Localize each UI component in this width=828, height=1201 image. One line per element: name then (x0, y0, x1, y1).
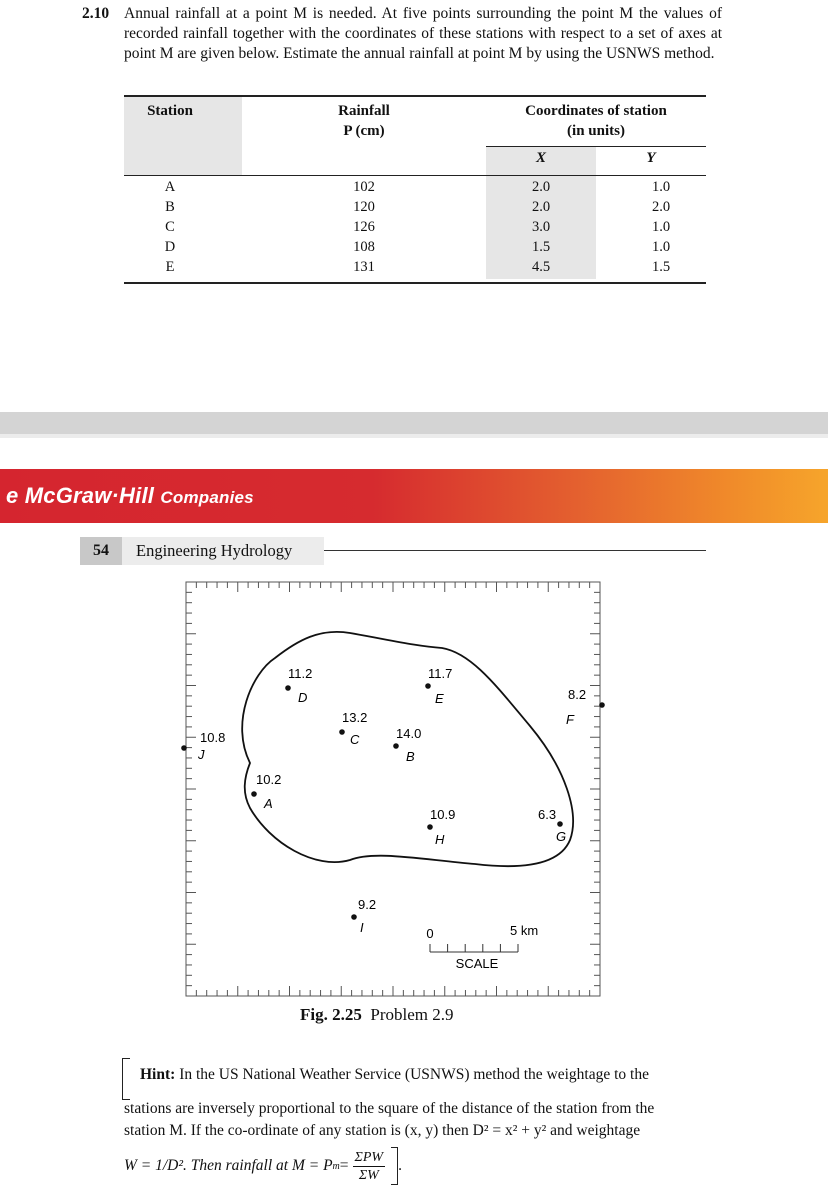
station-label: I (360, 920, 364, 935)
table-cell: 108 (353, 239, 375, 255)
figure-number: Fig. 2.25 (300, 1005, 362, 1024)
table-cell: 2.0 (651, 199, 671, 215)
hint-line-2: stations are inversely proportional to the square of the distance of the station from the (124, 1100, 655, 1117)
station-value: 14.0 (396, 726, 422, 741)
formula-fraction (353, 1149, 386, 1184)
station-value: 9.2 (358, 897, 377, 912)
table-cell: 126 (353, 219, 375, 235)
table-cell: 4.5 (531, 259, 551, 275)
publisher-subtitle: Companies (160, 488, 254, 507)
header-rainfall: Rainfall (338, 103, 390, 119)
station-dot (251, 791, 257, 797)
hint-block (124, 1060, 706, 1142)
header-coordinates-unit: (in units) (567, 123, 625, 139)
table-cell: D (164, 239, 176, 255)
figure-caption (300, 1005, 453, 1025)
table-cell: B (165, 199, 175, 215)
header-y: Y (646, 150, 656, 166)
station-dot (427, 824, 433, 830)
station-value: 13.2 (342, 710, 368, 725)
y-column (596, 177, 726, 277)
table-cell: 1.0 (651, 239, 671, 255)
station-value: 10.9 (430, 807, 456, 822)
formula-equals: = (339, 1157, 349, 1174)
formula-denominator: ΣW (358, 1167, 379, 1183)
table-cell: 1.0 (651, 219, 671, 235)
problem-statement (82, 4, 722, 64)
station-label: G (556, 829, 567, 844)
isohyet-map-figure (180, 578, 606, 1000)
running-head-rule (324, 550, 706, 551)
scale-bar (430, 944, 518, 952)
station-dot (285, 685, 291, 691)
station-dot (339, 729, 345, 735)
table-cell: 3.0 (531, 219, 551, 235)
header-coordinates: Coordinates of station (525, 103, 667, 119)
hint-line-1: In the US National Weather Service (USNWS) method the weightage to the (179, 1066, 649, 1083)
x-column (486, 177, 596, 277)
station-label: H (435, 832, 445, 847)
formula-bracket-right (391, 1147, 398, 1185)
station-dot (181, 745, 187, 751)
formula-end: . (398, 1157, 402, 1174)
station-label: F (566, 712, 574, 727)
figure-caption-text: Problem 2.9 (370, 1005, 454, 1024)
station-dot (351, 914, 357, 920)
station-dot (557, 821, 563, 827)
scale-label: SCALE (455, 956, 499, 971)
station-b (393, 726, 421, 764)
station-g (538, 807, 566, 844)
page-separator-shadow (0, 434, 828, 438)
table-cell: 131 (353, 259, 375, 275)
table-cell: 1.5 (651, 259, 671, 275)
station-a (251, 772, 281, 811)
page-separator (0, 412, 828, 434)
table-cell: C (165, 219, 175, 235)
rainfall-column (304, 177, 424, 277)
station-column (124, 177, 216, 277)
station-label: D (298, 690, 308, 705)
station-value: 10.8 (200, 730, 226, 745)
hint-first-line (124, 1064, 706, 1086)
formula-subscript: m (332, 1160, 340, 1172)
page-number: 54 (80, 537, 122, 565)
table-cell: A (164, 179, 176, 195)
header-rainfall-unit: P (cm) (343, 123, 385, 139)
scale-zero: 0 (426, 926, 434, 941)
station-label: A (264, 796, 273, 811)
hint-lead: Hint: (140, 1066, 176, 1083)
station-dot (425, 683, 431, 689)
station-label: J (198, 747, 205, 762)
rainfall-table (124, 95, 706, 285)
station-value: 11.2 (288, 666, 313, 681)
header-x: X (535, 150, 546, 166)
station-label: B (406, 749, 415, 764)
table-cell: 102 (353, 179, 375, 195)
scale-end: 5 km (510, 923, 539, 938)
station-value: 6.3 (538, 807, 557, 822)
header-station: Station (147, 103, 193, 119)
table-cell: 120 (353, 199, 375, 215)
station-e (425, 666, 452, 706)
station-c (339, 710, 367, 747)
table-cell: E (165, 259, 175, 275)
hint-formula (124, 1147, 402, 1185)
station-dot (393, 743, 399, 749)
problem-text: Annual rainfall at a point M is needed. At five points surrounding the point M the values of recorded rainfall together with the coordinates of these stations with respect to a set of axes at point M are given below. Estimate the annual rainfall at point M by using the USNWS method. (124, 5, 722, 62)
station-d (285, 666, 312, 705)
station-dot (599, 702, 605, 708)
publisher-name: e McGraw·Hill (6, 483, 155, 508)
station-value: 11.7 (428, 666, 453, 681)
station-i (351, 897, 376, 935)
publisher-logo (6, 483, 254, 509)
table-cell: 1.5 (531, 239, 551, 255)
station-h (427, 807, 455, 847)
problem-number: 2.10 (82, 5, 110, 22)
station-value: 8.2 (568, 687, 587, 702)
station-j (181, 730, 225, 762)
table-cell: 2.0 (531, 179, 551, 195)
table-cell: 1.0 (651, 179, 671, 195)
formula-text: W = 1/D². Then rainfall at M = P (124, 1157, 333, 1174)
station-value: 10.2 (256, 772, 282, 787)
formula-numerator: ΣPW (354, 1149, 384, 1165)
station-label: C (350, 732, 360, 747)
station-f (566, 687, 605, 727)
table-cell: 2.0 (531, 199, 551, 215)
hint-line-3: station M. If the co-ordinate of any station is (x, y) then D² = x² + y² and weightage (124, 1122, 641, 1139)
running-title: Engineering Hydrology (122, 537, 324, 565)
station-label: E (435, 691, 444, 706)
